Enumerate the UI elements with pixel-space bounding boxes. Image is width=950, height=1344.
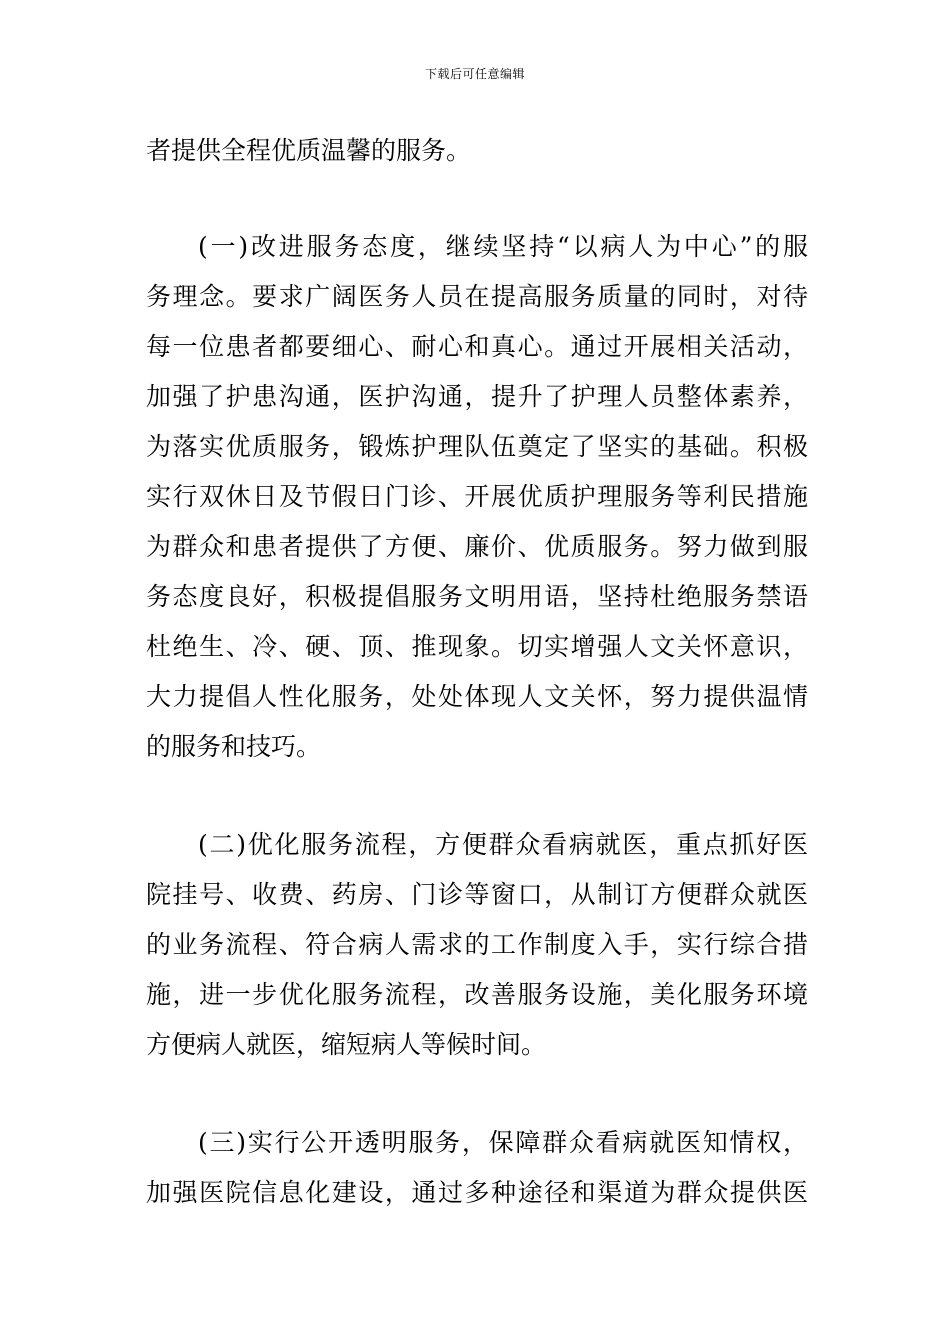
paragraph-line: 每一位患者都要细心、耐心和真心。通过开展相关活动， bbox=[146, 332, 808, 361]
document-body bbox=[146, 126, 808, 1218]
paragraph-line: (二)优化服务流程，方便群众看病就医，重点抓好医 bbox=[198, 830, 808, 859]
paragraph-line: 院挂号、收费、药房、门诊等窗口，从制订方便群众就医 bbox=[146, 880, 808, 909]
paragraph-line: 加强医院信息化建设，通过多种途径和渠道为群众提供医 bbox=[146, 1178, 808, 1207]
paragraph-gap bbox=[146, 176, 808, 222]
paragraph-2 bbox=[146, 820, 808, 1070]
paragraph-1 bbox=[146, 222, 808, 772]
paragraph-line: (一)改进服务态度，继续坚持“以病人为中心”的服 bbox=[198, 232, 808, 261]
paragraph-line: 务理念。要求广阔医务人员在提高服务质量的同时，对待 bbox=[146, 282, 808, 311]
paragraph-gap bbox=[146, 772, 808, 820]
paragraph-line: 加强了护患沟通，医护沟通，提升了护理人员整体素养， bbox=[146, 382, 808, 411]
intro-line: 者提供全程优质温馨的服务。 bbox=[146, 136, 472, 165]
paragraph-line: 杜绝生、冷、硬、顶、推现象。切实增强人文关怀意识， bbox=[146, 632, 808, 661]
page-header: 下载后可任意编辑 bbox=[424, 67, 525, 81]
paragraph-line: 务态度良好，积极提倡服务文明用语，坚持杜绝服务禁语 bbox=[146, 582, 808, 611]
paragraph-line: (三)实行公开透明服务，保障群众看病就医知情权， bbox=[198, 1128, 808, 1157]
paragraph-gap bbox=[146, 1070, 808, 1118]
paragraph-line: 的服务和技巧。 bbox=[146, 732, 322, 761]
paragraph-line: 为落实优质服务，锻炼护理队伍奠定了坚实的基础。积极 bbox=[146, 432, 808, 461]
paragraph-line: 的业务流程、符合病人需求的工作制度入手，实行综合措 bbox=[146, 930, 808, 959]
paragraph-line: 实行双休日及节假日门诊、开展优质护理服务等利民措施 bbox=[146, 482, 808, 511]
paragraph-line: 为群众和患者提供了方便、廉价、优质服务。努力做到服 bbox=[146, 532, 808, 561]
paragraph-3 bbox=[146, 1118, 808, 1218]
paragraph-line: 大力提倡人性化服务，处处体现人文关怀，努力提供温情 bbox=[146, 682, 808, 711]
paragraph-line: 施，进一步优化服务流程，改善服务设施，美化服务环境 bbox=[146, 980, 808, 1009]
paragraph-line: 方便病人就医，缩短病人等候时间。 bbox=[146, 1030, 547, 1059]
